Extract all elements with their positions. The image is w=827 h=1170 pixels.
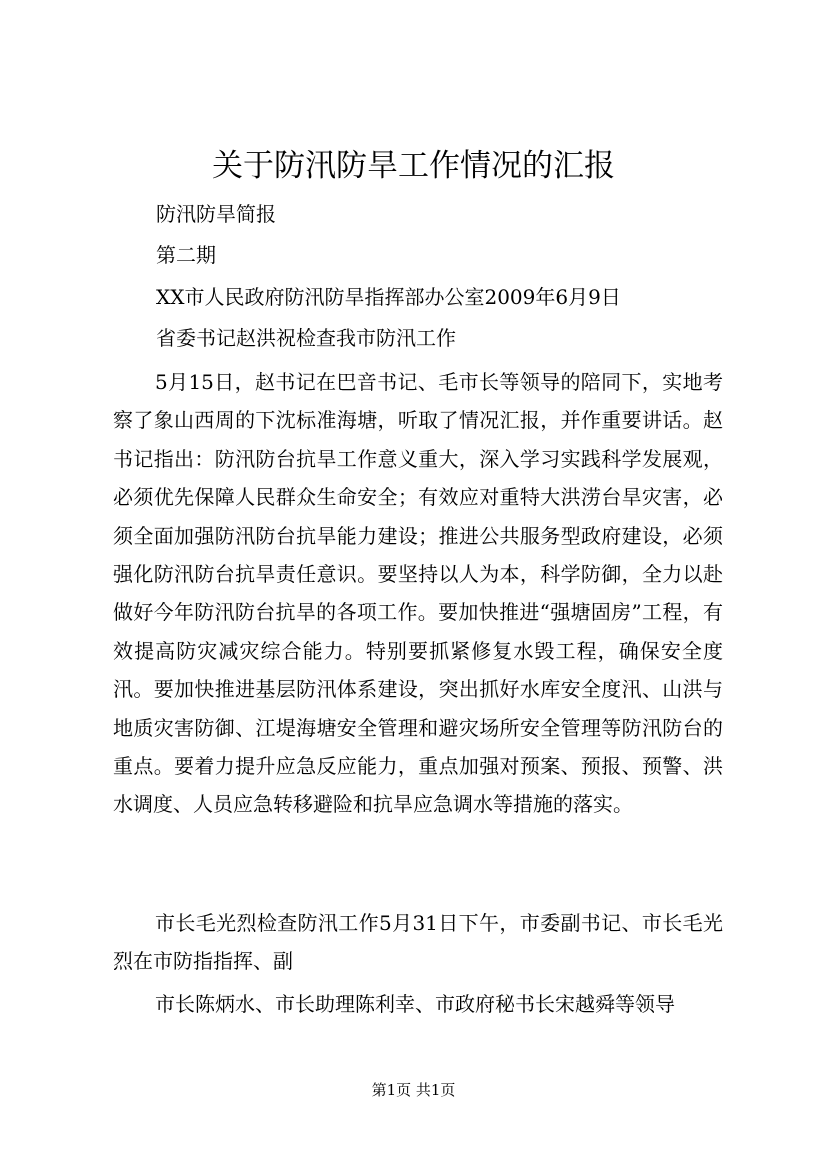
body-paragraph: 市长陈炳水、市长助理陈利幸、市政府秘书长宋越舜等领导 xyxy=(155,992,675,1016)
section-heading: 省委书记赵洪祝检查我市防汛工作 xyxy=(156,326,456,350)
issue-number: 第二期 xyxy=(156,243,216,267)
document-title: 关于防汛防旱工作情况的汇报 xyxy=(212,148,615,184)
body-paragraph: 市长毛光烈检查防汛工作5月31日下午，市委副书记、市长毛光烈在市防指指挥、副 xyxy=(113,911,723,974)
body-paragraph: 5月15日，赵书记在巴音书记、毛市长等领导的陪同下，实地考察了象山西周的下沈标准海塘，听取了情况汇报，并作重要讲话。赵书记指出：防汛防台抗旱工作意义重大，深入学习实践科学发展观，必须优先保障人民群众生命安全；有效应对重特大洪涝台旱灾害，必须全面加强防汛防台抗旱能力建设；推进公共服务型政府建设，必须强化防汛防台抗旱责任意识。要坚持以人为本，科学防御，全力以赴做好今年防汛防台抗旱的各项工作。要加快推进“强塘固房”工程，有效提高防灾减灾综合能力。特别要抓紧修复水毁工程，确保安全度汛。要加快推进基层防汛体系建设，突出抓好水库安全度汛、山洪与地质灾害防御、江堤海塘安全管理和避灾场所安全管理等防汛防台的重点。要着力提升应急反应能力，重点加强对预案、预报、预警、洪水调度、人员应急转移避险和抗旱应急调水等措施的落实。 xyxy=(113,370,723,817)
page-footer: 第1页 共1页 xyxy=(371,1081,456,1099)
bulletin-name: 防汛防旱简报 xyxy=(156,202,276,226)
issuer-and-date: XX市人民政府防汛防旱指挥部办公室2009年6月9日 xyxy=(156,285,621,309)
